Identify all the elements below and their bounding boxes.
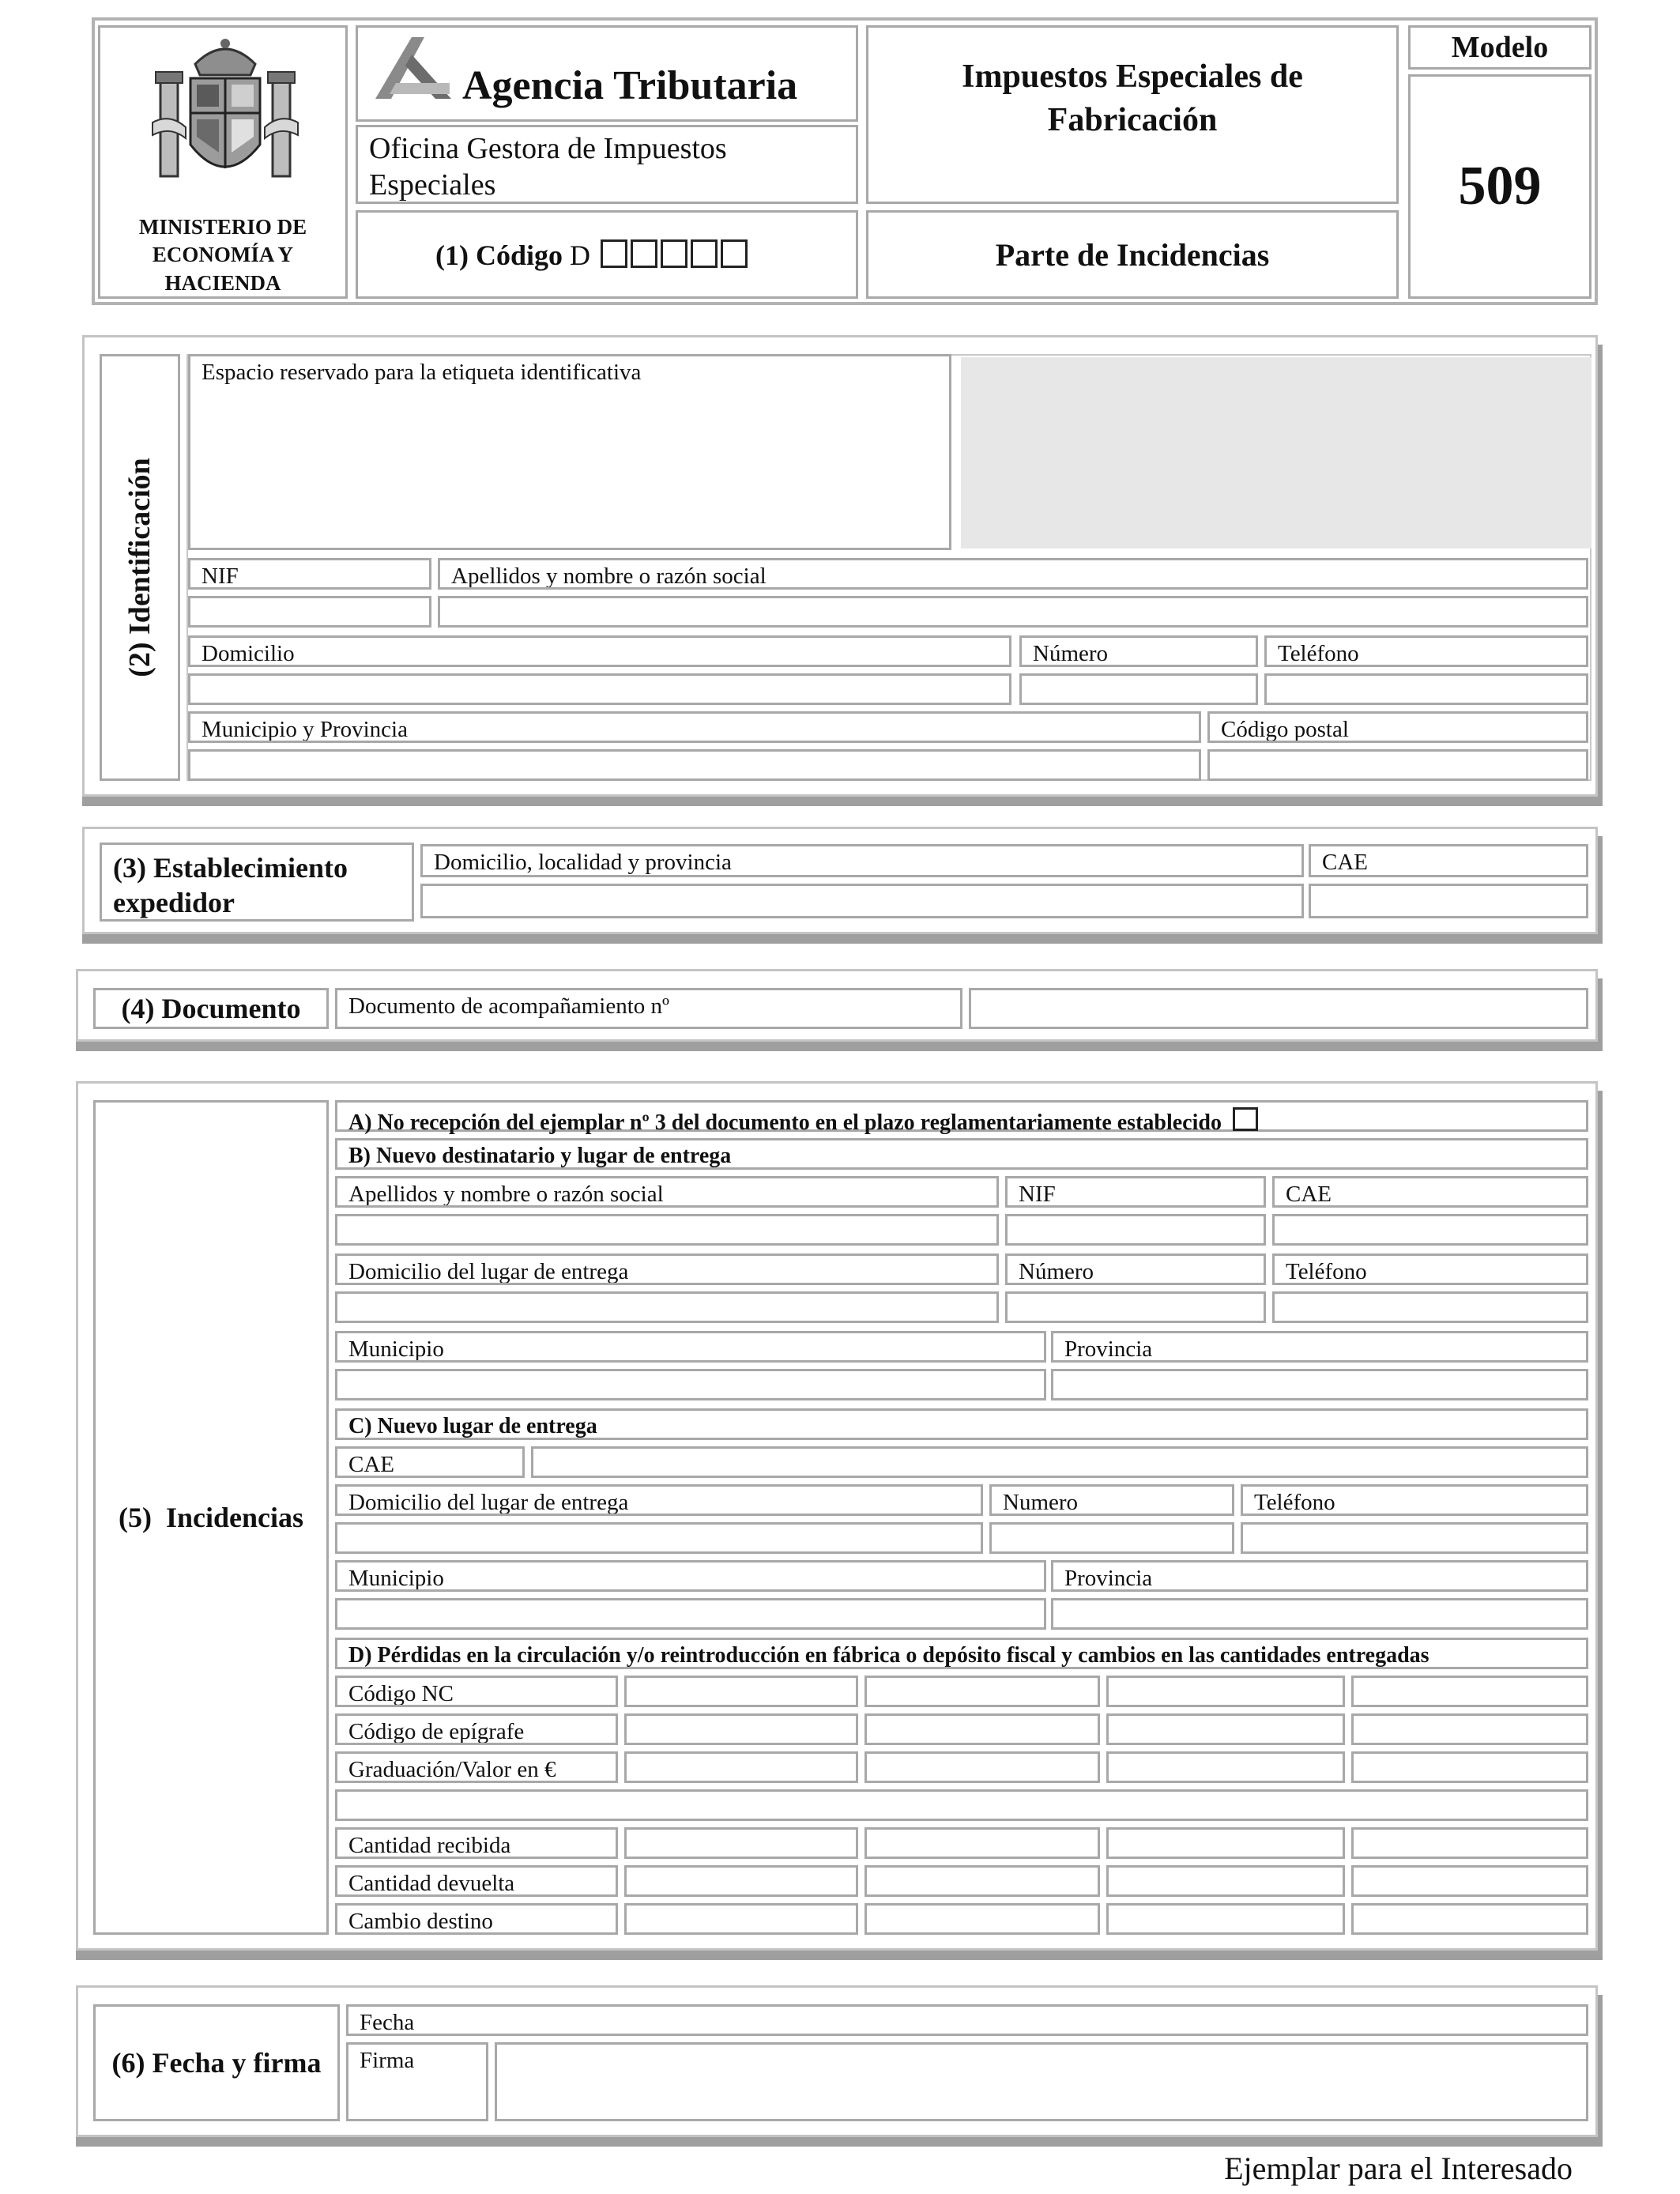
- b-num-label: Número: [1005, 1253, 1266, 1285]
- d-epi-input-4[interactable]: [1351, 1713, 1588, 1745]
- label-space[interactable]: Espacio reservado para la etiqueta identificativa: [188, 354, 951, 550]
- d-grad-input-1[interactable]: [624, 1751, 858, 1783]
- identificacion-title: (2) Identificación: [123, 458, 156, 677]
- code-label: (1) Código: [435, 239, 563, 271]
- d-grad-input-4[interactable]: [1351, 1751, 1588, 1783]
- c-tel-label: Teléfono: [1241, 1484, 1588, 1516]
- c-tel-input[interactable]: [1241, 1522, 1588, 1554]
- agency-cell: [356, 25, 858, 122]
- d-epi-input-2[interactable]: [864, 1713, 1100, 1745]
- firma-input[interactable]: [495, 2042, 1588, 2121]
- code-field[interactable]: [435, 239, 748, 270]
- telefono-label: Teléfono: [1264, 635, 1588, 667]
- ministry-name: MINISTERIO DE ECONOMÍA Y HACIENDA: [138, 215, 307, 295]
- d-recib-input-1[interactable]: [624, 1827, 858, 1859]
- d-epi-label: Código de epígrafe: [335, 1713, 618, 1745]
- firma-label: Firma: [346, 2042, 488, 2121]
- b-cae-label: CAE: [1272, 1176, 1588, 1208]
- fecha-label[interactable]: Fecha: [346, 2004, 1588, 2036]
- d-nc-label: Código NC: [335, 1676, 618, 1707]
- nif-input[interactable]: [188, 596, 431, 628]
- model-label: Modelo: [1408, 25, 1591, 70]
- code-box-4[interactable]: [691, 239, 718, 268]
- office-cell: [356, 125, 858, 204]
- b-dom-label: Domicilio del lugar de entrega: [335, 1253, 999, 1285]
- b-mun-input[interactable]: [335, 1369, 1046, 1400]
- b-prov-label: Provincia: [1051, 1331, 1588, 1363]
- municipio-input[interactable]: [188, 749, 1201, 781]
- name-label: Apellidos y nombre o razón social: [438, 558, 1588, 590]
- doc-input[interactable]: [969, 988, 1588, 1029]
- reserved-shade: [961, 357, 1591, 548]
- domicilio-input[interactable]: [188, 673, 1011, 705]
- b-tel-label: Teléfono: [1272, 1253, 1588, 1285]
- d-camb-input-3[interactable]: [1106, 1903, 1345, 1935]
- d-epi-input-1[interactable]: [624, 1713, 858, 1745]
- c-mun-label: Municipio: [335, 1560, 1046, 1592]
- b-dom-input[interactable]: [335, 1291, 999, 1323]
- cp-input[interactable]: [1207, 749, 1588, 781]
- model-number: 509: [1408, 74, 1591, 299]
- d-nc-input-3[interactable]: [1106, 1676, 1345, 1707]
- agency-logo-icon: [367, 31, 456, 107]
- b-name-input[interactable]: [335, 1214, 999, 1246]
- incidencia-b-label: B) Nuevo destinatario y lugar de entrega: [335, 1138, 1588, 1170]
- c-mun-input[interactable]: [335, 1598, 1046, 1630]
- ministry-cell: [98, 25, 348, 299]
- numero-label: Número: [1019, 635, 1258, 667]
- name-input[interactable]: [438, 596, 1588, 628]
- code-cell: [356, 210, 858, 299]
- incidencia-d-label: D) Pérdidas en la circulación y/o reintroducción en fábrica o depósito fiscal y cambios en las cantidades entregadas: [335, 1638, 1588, 1669]
- agency-name: Agencia Tributaria: [462, 63, 798, 108]
- incidencia-c-label: C) Nuevo lugar de entrega: [335, 1408, 1588, 1440]
- municipio-label: Municipio y Provincia: [188, 711, 1201, 743]
- b-nif-label: NIF: [1005, 1176, 1266, 1208]
- nif-label: NIF: [188, 558, 431, 590]
- d-blank-row[interactable]: [335, 1789, 1588, 1821]
- b-cae-input[interactable]: [1272, 1214, 1588, 1246]
- d-camb-input-4[interactable]: [1351, 1903, 1588, 1935]
- d-grad-label: Graduación/Valor en €: [335, 1751, 618, 1783]
- d-camb-label: Cambio destino: [335, 1903, 618, 1935]
- d-grad-input-2[interactable]: [864, 1751, 1100, 1783]
- b-tel-input[interactable]: [1272, 1291, 1588, 1323]
- b-name-label: Apellidos y nombre o razón social: [335, 1176, 999, 1208]
- est-cae-label: CAE: [1309, 844, 1588, 877]
- documento-title: (4) Documento: [93, 988, 329, 1029]
- form-subtitle: Parte de Incidencias: [866, 210, 1399, 299]
- d-dev-input-3[interactable]: [1106, 1865, 1345, 1897]
- d-dev-label: Cantidad devuelta: [335, 1865, 618, 1897]
- incidencia-a-row: [335, 1100, 1588, 1135]
- c-dom-input[interactable]: [335, 1522, 983, 1554]
- c-dom-label: Domicilio del lugar de entrega: [335, 1484, 983, 1516]
- d-camb-input-2[interactable]: [864, 1903, 1100, 1935]
- doc-label: Documento de acompañamiento nº: [335, 988, 962, 1029]
- c-prov-label: Provincia: [1051, 1560, 1588, 1592]
- establecimiento-title: (3) Establecimiento expedidor: [100, 843, 414, 922]
- d-recib-input-3[interactable]: [1106, 1827, 1345, 1859]
- firma-title: (6) Fecha y firma: [93, 2004, 340, 2121]
- d-dev-input-4[interactable]: [1351, 1865, 1588, 1897]
- code-prefix: D: [570, 239, 590, 271]
- office-name: Oficina Gestora de Impuestos Especiales: [369, 132, 727, 202]
- c-cae-label: CAE: [335, 1446, 525, 1478]
- incidencias-title: (5) Incidencias: [93, 1100, 329, 1935]
- d-recib-input-2[interactable]: [864, 1827, 1100, 1859]
- b-mun-label: Municipio: [335, 1331, 1046, 1363]
- domicilio-label: Domicilio: [188, 635, 1011, 667]
- est-domicilio-input[interactable]: [420, 884, 1304, 918]
- form-title: Impuestos Especiales de Fabricación: [866, 25, 1399, 204]
- est-cae-input[interactable]: [1309, 884, 1588, 918]
- d-dev-input-1[interactable]: [624, 1865, 858, 1897]
- d-camb-input-1[interactable]: [624, 1903, 858, 1935]
- d-dev-input-2[interactable]: [864, 1865, 1100, 1897]
- b-nif-input[interactable]: [1005, 1214, 1266, 1246]
- incidencia-a-checkbox[interactable]: [1233, 1107, 1258, 1131]
- numero-input[interactable]: [1019, 673, 1258, 705]
- code-box-2[interactable]: [631, 239, 657, 268]
- code-box-3[interactable]: [661, 239, 687, 268]
- cp-label: Código postal: [1207, 711, 1588, 743]
- d-recib-label: Cantidad recibida: [335, 1827, 618, 1859]
- c-num-input[interactable]: [989, 1522, 1234, 1554]
- coat-of-arms-icon: [146, 34, 304, 192]
- d-nc-input-1[interactable]: [624, 1676, 858, 1707]
- code-box-1[interactable]: [601, 239, 627, 268]
- d-nc-input-2[interactable]: [864, 1676, 1100, 1707]
- b-num-input[interactable]: [1005, 1291, 1266, 1323]
- est-domicilio-label: Domicilio, localidad y provincia: [420, 844, 1304, 877]
- d-grad-input-3[interactable]: [1106, 1751, 1345, 1783]
- incidencia-a-label: A) No recepción del ejemplar nº 3 del documento en el plazo reglamentariamente establecido: [348, 1110, 1222, 1135]
- d-nc-input-4[interactable]: [1351, 1676, 1588, 1707]
- c-num-label: Numero: [989, 1484, 1234, 1516]
- code-box-5[interactable]: [721, 239, 748, 268]
- d-epi-input-3[interactable]: [1106, 1713, 1345, 1745]
- d-recib-input-4[interactable]: [1351, 1827, 1588, 1859]
- footer-copy-label: Ejemplar para el Interesado: [1224, 2151, 1573, 2186]
- b-prov-input[interactable]: [1051, 1369, 1588, 1400]
- telefono-input[interactable]: [1264, 673, 1588, 705]
- c-cae-input[interactable]: [531, 1446, 1588, 1478]
- c-prov-input[interactable]: [1051, 1598, 1588, 1630]
